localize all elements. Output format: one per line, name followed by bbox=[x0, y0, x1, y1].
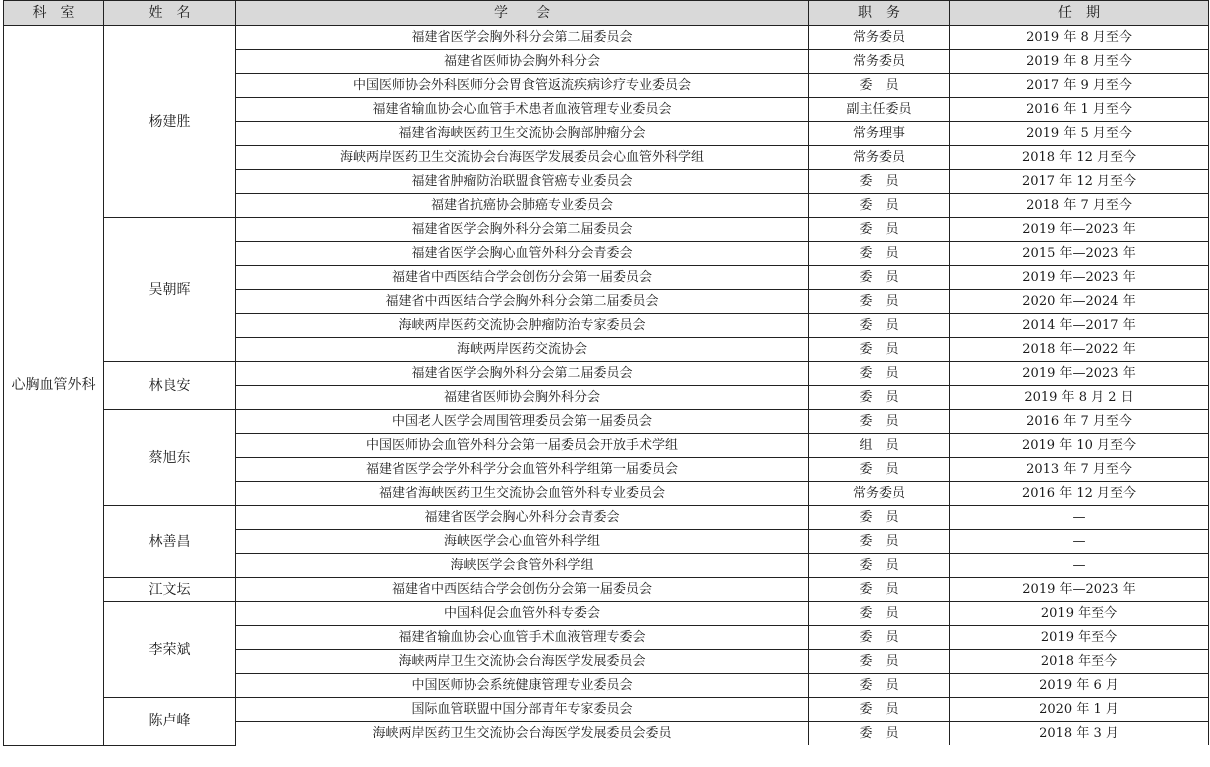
header-term: 任 期 bbox=[950, 1, 1209, 26]
term-cell: 2018 年 7 月至今 bbox=[950, 194, 1209, 218]
term-cell: — bbox=[950, 506, 1209, 530]
role-cell: 副主任委员 bbox=[809, 98, 950, 122]
header-society: 学 会 bbox=[236, 1, 809, 26]
term-cell: 2016 年 12 月至今 bbox=[950, 482, 1209, 506]
role-cell: 委 员 bbox=[809, 578, 950, 602]
table-row bbox=[4, 26, 1209, 50]
role-cell: 常务委员 bbox=[809, 26, 950, 50]
department-cell: 心胸血管外科 bbox=[4, 26, 104, 746]
role-cell: 委 员 bbox=[809, 650, 950, 674]
header-row bbox=[4, 1, 1209, 26]
role-cell: 委 员 bbox=[809, 626, 950, 650]
society-cell: 国际血管联盟中国分部青年专家委员会 bbox=[236, 698, 809, 722]
person-name-cell: 江文坛 bbox=[104, 578, 236, 602]
term-cell: 2013 年 7 月至今 bbox=[950, 458, 1209, 482]
table-row bbox=[4, 602, 1209, 626]
society-cell: 海峡两岸医药卫生交流协会台海医学发展委员会委员 bbox=[236, 722, 809, 746]
term-cell: 2020 年 1 月 bbox=[950, 698, 1209, 722]
term-cell: 2019 年—2023 年 bbox=[950, 362, 1209, 386]
society-cell: 海峡医学会食管外科学组 bbox=[236, 554, 809, 578]
person-name-cell: 李荣斌 bbox=[104, 602, 236, 698]
person-name-cell: 蔡旭东 bbox=[104, 410, 236, 506]
role-cell: 委 员 bbox=[809, 722, 950, 746]
role-cell: 委 员 bbox=[809, 362, 950, 386]
term-cell: 2019 年至今 bbox=[950, 626, 1209, 650]
society-cell: 中国老人医学会周围管理委员会第一届委员会 bbox=[236, 410, 809, 434]
person-name-cell: 杨建胜 bbox=[104, 26, 236, 218]
term-cell: 2016 年 1 月至今 bbox=[950, 98, 1209, 122]
society-cell: 中国医师协会外科医师分会胃食管返流疾病诊疗专业委员会 bbox=[236, 74, 809, 98]
society-cell: 福建省输血协会心血管手术血液管理专委会 bbox=[236, 626, 809, 650]
person-name-cell: 林良安 bbox=[104, 362, 236, 410]
header-name: 姓 名 bbox=[104, 1, 236, 26]
term-cell: — bbox=[950, 530, 1209, 554]
role-cell: 委 员 bbox=[809, 554, 950, 578]
role-cell: 委 员 bbox=[809, 242, 950, 266]
society-cell: 海峡两岸卫生交流协会台海医学发展委员会 bbox=[236, 650, 809, 674]
role-cell: 委 员 bbox=[809, 338, 950, 362]
term-cell: 2019 年 5 月至今 bbox=[950, 122, 1209, 146]
society-cell: 福建省医学会胸外科分会第二届委员会 bbox=[236, 218, 809, 242]
society-cell: 福建省医学会胸外科分会第二届委员会 bbox=[236, 362, 809, 386]
term-cell: 2019 年 8 月至今 bbox=[950, 26, 1209, 50]
role-cell: 常务理事 bbox=[809, 122, 950, 146]
table-row bbox=[4, 506, 1209, 530]
term-cell: 2019 年 8 月至今 bbox=[950, 50, 1209, 74]
role-cell: 委 员 bbox=[809, 674, 950, 698]
society-cell: 福建省海峡医药卫生交流协会胸部肿瘤分会 bbox=[236, 122, 809, 146]
person-name-cell: 陈卢峰 bbox=[104, 698, 236, 746]
role-cell: 常务委员 bbox=[809, 50, 950, 74]
header-role: 职 务 bbox=[809, 1, 950, 26]
role-cell: 委 员 bbox=[809, 266, 950, 290]
society-cell: 福建省中西医结合学会胸外科分会第二届委员会 bbox=[236, 290, 809, 314]
society-cell: 海峡两岸医药卫生交流协会台海医学发展委员会心血管外科学组 bbox=[236, 146, 809, 170]
term-cell: 2019 年 10 月至今 bbox=[950, 434, 1209, 458]
role-cell: 委 员 bbox=[809, 314, 950, 338]
role-cell: 委 员 bbox=[809, 410, 950, 434]
society-cell: 福建省中西医结合学会创伤分会第一届委员会 bbox=[236, 578, 809, 602]
table-row bbox=[4, 578, 1209, 602]
table-row bbox=[4, 218, 1209, 242]
term-cell: 2018 年—2022 年 bbox=[950, 338, 1209, 362]
term-cell: 2014 年—2017 年 bbox=[950, 314, 1209, 338]
term-cell: 2015 年—2023 年 bbox=[950, 242, 1209, 266]
society-cell: 福建省医师协会胸外科分会 bbox=[236, 50, 809, 74]
table-row bbox=[4, 698, 1209, 722]
society-cell: 福建省医学会胸心外科分会青委会 bbox=[236, 506, 809, 530]
society-cell: 海峡两岸医药交流协会肿瘤防治专家委员会 bbox=[236, 314, 809, 338]
society-cell: 福建省输血协会心血管手术患者血液管理专业委员会 bbox=[236, 98, 809, 122]
table-row bbox=[4, 410, 1209, 434]
role-cell: 委 员 bbox=[809, 458, 950, 482]
term-cell: 2019 年—2023 年 bbox=[950, 578, 1209, 602]
person-name-cell: 林善昌 bbox=[104, 506, 236, 578]
term-cell: 2019 年 6 月 bbox=[950, 674, 1209, 698]
society-cell: 中国医师协会血管外科分会第一届委员会开放手术学组 bbox=[236, 434, 809, 458]
membership-table bbox=[3, 0, 1209, 746]
society-cell: 福建省海峡医药卫生交流协会血管外科专业委员会 bbox=[236, 482, 809, 506]
term-cell: 2018 年至今 bbox=[950, 650, 1209, 674]
role-cell: 委 员 bbox=[809, 74, 950, 98]
society-cell: 福建省医师协会胸外科分会 bbox=[236, 386, 809, 410]
society-cell: 中国科促会血管外科专委会 bbox=[236, 602, 809, 626]
role-cell: 委 员 bbox=[809, 698, 950, 722]
role-cell: 组 员 bbox=[809, 434, 950, 458]
role-cell: 常务委员 bbox=[809, 146, 950, 170]
role-cell: 常务委员 bbox=[809, 482, 950, 506]
term-cell: 2016 年 7 月至今 bbox=[950, 410, 1209, 434]
role-cell: 委 员 bbox=[809, 602, 950, 626]
term-cell: 2020 年—2024 年 bbox=[950, 290, 1209, 314]
term-cell: 2019 年—2023 年 bbox=[950, 266, 1209, 290]
term-cell: 2018 年 12 月至今 bbox=[950, 146, 1209, 170]
society-cell: 福建省中西医结合学会创伤分会第一届委员会 bbox=[236, 266, 809, 290]
role-cell: 委 员 bbox=[809, 506, 950, 530]
society-cell: 福建省医学会胸外科分会第二届委员会 bbox=[236, 26, 809, 50]
society-cell: 海峡两岸医药交流协会 bbox=[236, 338, 809, 362]
term-cell: 2019 年 8 月 2 日 bbox=[950, 386, 1209, 410]
role-cell: 委 员 bbox=[809, 290, 950, 314]
society-cell: 海峡医学会心血管外科学组 bbox=[236, 530, 809, 554]
term-cell: 2019 年—2023 年 bbox=[950, 218, 1209, 242]
role-cell: 委 员 bbox=[809, 386, 950, 410]
role-cell: 委 员 bbox=[809, 194, 950, 218]
role-cell: 委 员 bbox=[809, 530, 950, 554]
society-cell: 福建省肿瘤防治联盟食管癌专业委员会 bbox=[236, 170, 809, 194]
society-cell: 福建省抗癌协会肺癌专业委员会 bbox=[236, 194, 809, 218]
term-cell: 2018 年 3 月 bbox=[950, 722, 1209, 746]
header-department: 科 室 bbox=[4, 1, 104, 26]
term-cell: — bbox=[950, 554, 1209, 578]
term-cell: 2017 年 12 月至今 bbox=[950, 170, 1209, 194]
table-row bbox=[4, 362, 1209, 386]
term-cell: 2019 年至今 bbox=[950, 602, 1209, 626]
table-body bbox=[4, 26, 1209, 746]
society-cell: 中国医师协会系统健康管理专业委员会 bbox=[236, 674, 809, 698]
role-cell: 委 员 bbox=[809, 170, 950, 194]
society-cell: 福建省医学会学外科学分会血管外科学组第一届委员会 bbox=[236, 458, 809, 482]
society-cell: 福建省医学会胸心血管外科分会青委会 bbox=[236, 242, 809, 266]
role-cell: 委 员 bbox=[809, 218, 950, 242]
person-name-cell: 吴朝晖 bbox=[104, 218, 236, 362]
term-cell: 2017 年 9 月至今 bbox=[950, 74, 1209, 98]
